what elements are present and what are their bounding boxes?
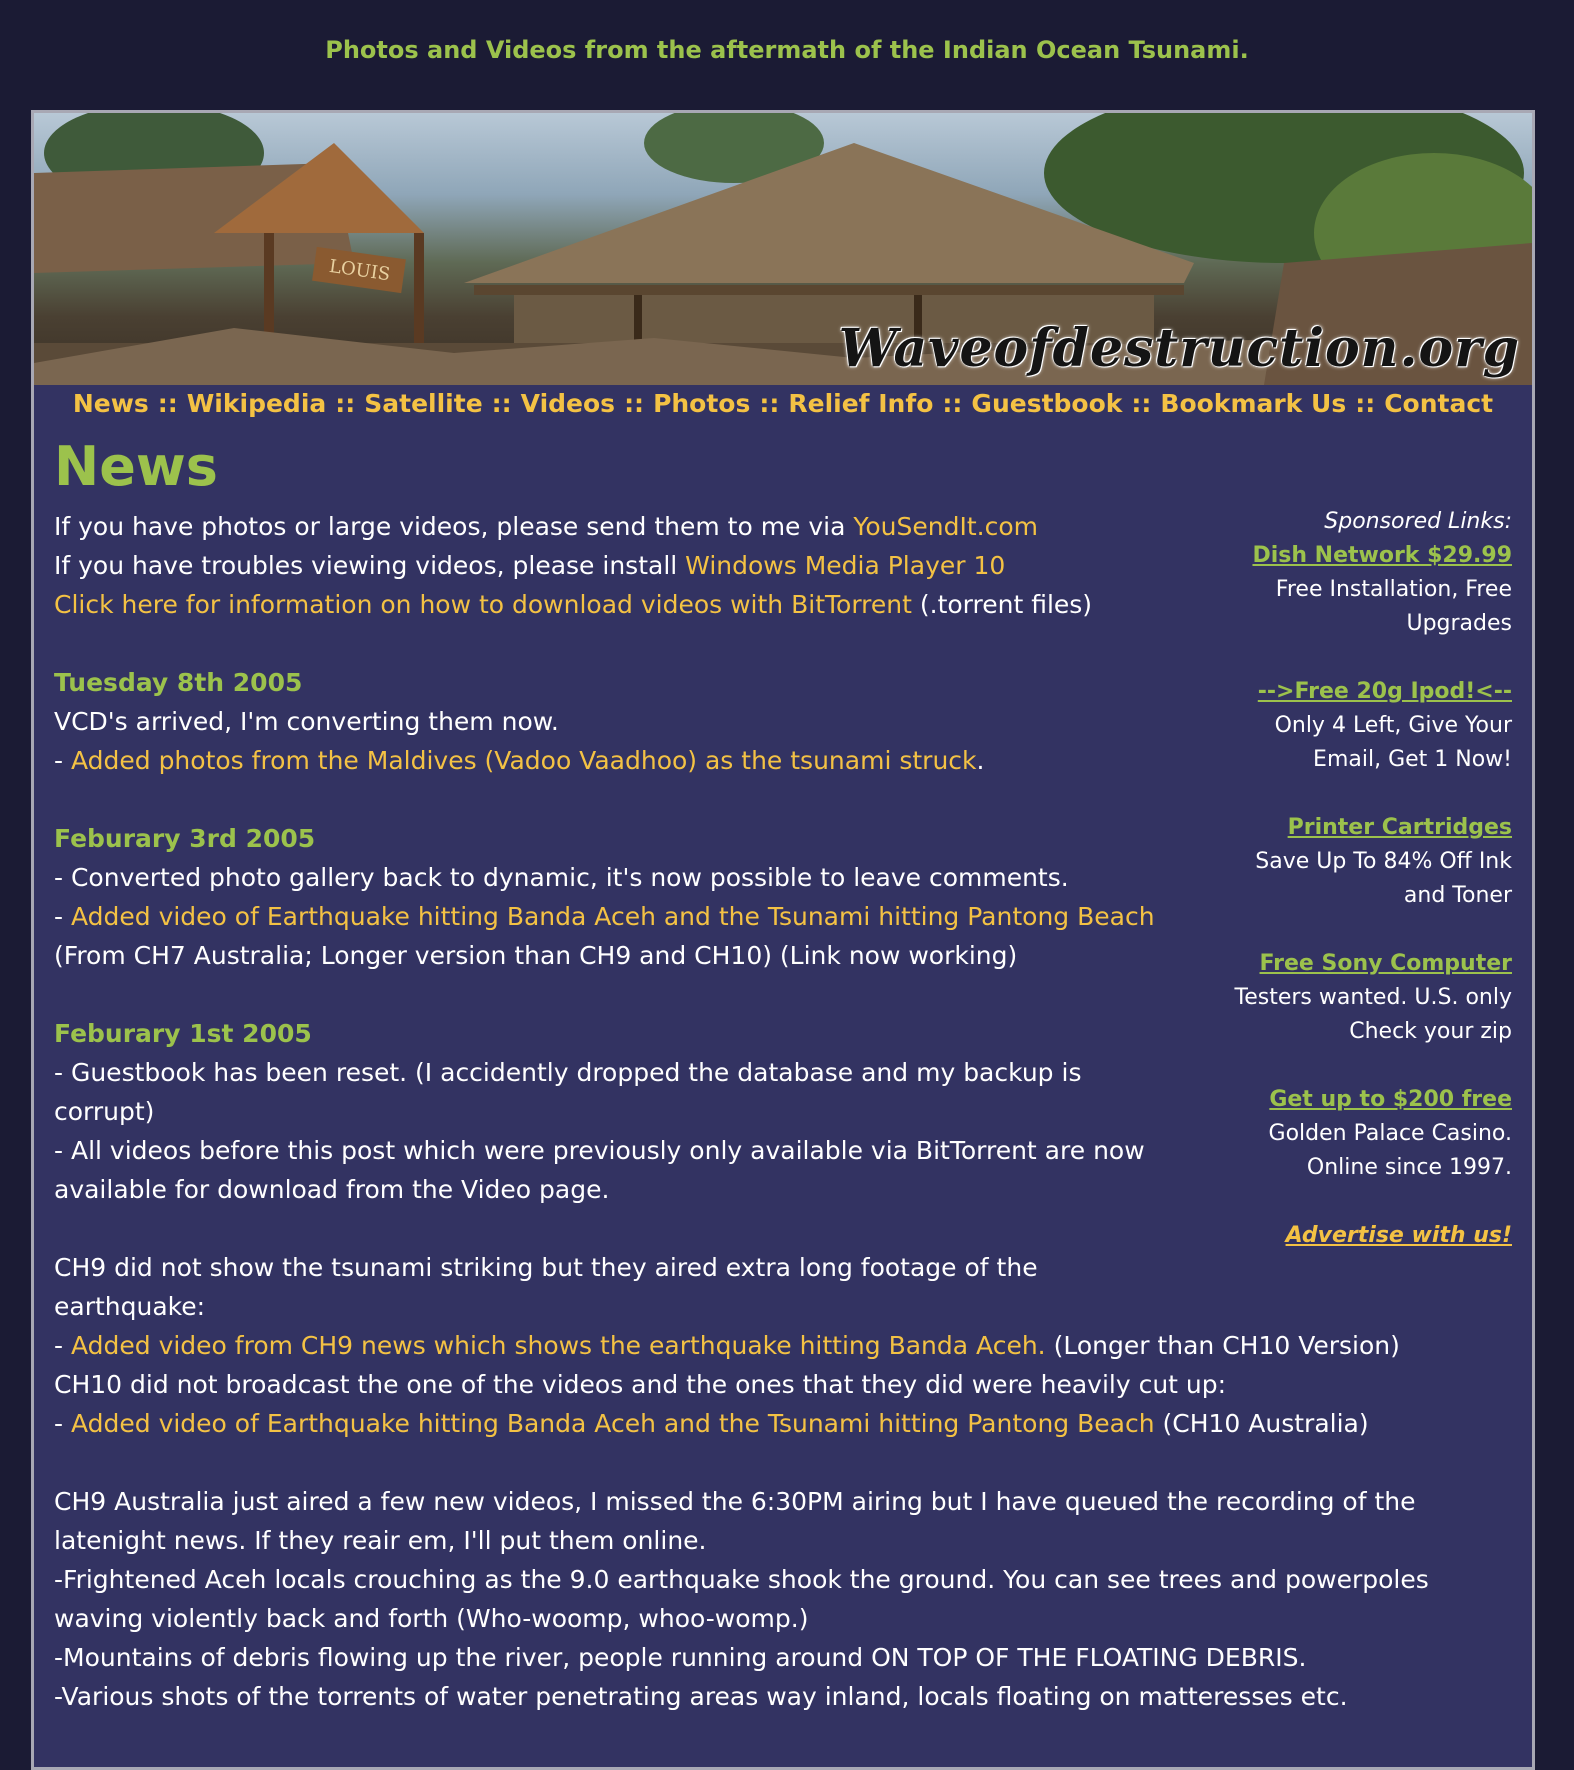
nav-videos[interactable]: Videos	[520, 389, 616, 418]
ad-description: Testers wanted. U.S. only	[1234, 985, 1512, 1010]
intro-text: If you have troubles viewing videos, please install	[54, 551, 686, 580]
sponsored-ad	[1182, 675, 1512, 777]
banner-sign-text: LOUIS	[327, 255, 392, 286]
ch7-video-link[interactable]: Added video of Earthquake hitting Banda Aceh and the Tsunami hitting Pantong Beach	[70, 902, 1155, 931]
sponsored-heading: Sponsored Links:	[1324, 509, 1512, 534]
post-date: Feburary 3rd 2005	[54, 824, 316, 853]
ch9-video-link[interactable]: Added video from CH9 news which shows the earthquake hitting Banda Aceh.	[70, 1331, 1046, 1360]
post-text: (From CH7 Australia; Longer version than CH9 and CH10) (Link now working)	[54, 941, 1018, 970]
nav-separator: ::	[157, 389, 178, 418]
nav-photos[interactable]: Photos	[653, 389, 751, 418]
site-tagline: Photos and Videos from the aftermath of the Indian Ocean Tsunami.	[325, 36, 1249, 64]
ad-title-link[interactable]: -->Free 20g Ipod!<--	[1257, 679, 1512, 704]
sponsored-links	[1182, 505, 1512, 1253]
ad-title-link[interactable]: Printer Cartridges	[1287, 815, 1512, 840]
post-text: - Guestbook has been reset. (I accidently dropped the database and my backup is	[54, 1058, 1082, 1087]
post-text: - Converted photo gallery back to dynamic, it's now possible to leave comments.	[54, 863, 1069, 892]
ad-title-link[interactable]: Dish Network $29.99	[1252, 543, 1512, 568]
post-text-suffix: (CH10 Australia)	[1154, 1409, 1369, 1438]
ad-description: Upgrades	[1406, 611, 1512, 636]
ad-title-link[interactable]: Get up to $200 free	[1269, 1087, 1512, 1112]
intro-text: If you have photos or large videos, please send them to me via	[54, 512, 854, 541]
ad-description: Free Installation, Free	[1275, 577, 1512, 602]
post-text: VCD's arrived, I'm converting them now.	[54, 707, 559, 736]
ad-title-link[interactable]: Free Sony Computer	[1259, 951, 1512, 976]
post-text: CH9 Australia just aired a few new videos, I missed the 6:30PM airing but I have queued the recording of the	[54, 1487, 1416, 1516]
post-text	[54, 1404, 1554, 1443]
nav-news[interactable]: News	[72, 389, 149, 418]
nav-separator: ::	[335, 389, 356, 418]
nav-separator: ::	[1131, 389, 1152, 418]
nav-separator: ::	[624, 389, 645, 418]
ad-description: Check your zip	[1349, 1019, 1512, 1044]
intro-text: (.torrent files)	[911, 590, 1093, 619]
nav-relief-info[interactable]: Relief Info	[788, 389, 934, 418]
post-text: earthquake:	[54, 1292, 206, 1321]
post-text-prefix: -	[54, 902, 71, 931]
nav-separator: ::	[942, 389, 963, 418]
post-text: - All videos before this post which were previously only available via BitTorrent are now	[54, 1136, 1145, 1165]
post-text-suffix: (Longer than CH10 Version)	[1045, 1331, 1400, 1360]
sponsored-ad	[1182, 811, 1512, 913]
nav-separator: ::	[1355, 389, 1376, 418]
nav-contact[interactable]: Contact	[1384, 389, 1494, 418]
post-text: corrupt)	[54, 1097, 155, 1126]
post-date: Feburary 1st 2005	[54, 1019, 312, 1048]
post-text: -Frightened Aceh locals crouching as the 9.0 earthquake shook the ground. You can see trees and powerpoles	[54, 1565, 1429, 1594]
yousendit-link[interactable]: YouSendIt.com	[853, 512, 1038, 541]
ch10-video-link[interactable]: Added video of Earthquake hitting Banda Aceh and the Tsunami hitting Pantong Beach	[70, 1409, 1155, 1438]
nav-separator: ::	[491, 389, 512, 418]
advertise-link[interactable]: Advertise with us!	[1285, 1223, 1512, 1248]
nav-bookmark-us[interactable]: Bookmark Us	[1160, 389, 1347, 418]
post-text-prefix: -	[54, 746, 71, 775]
media-player-link[interactable]: Windows Media Player 10	[685, 551, 1006, 580]
sponsored-ad	[1182, 947, 1512, 1049]
post-text: available for download from the Video page.	[54, 1175, 610, 1204]
post-text: -Various shots of the torrents of water penetrating areas way inland, locals floating on matteresses etc.	[54, 1682, 1348, 1711]
post-text	[54, 1326, 1554, 1365]
post-text-prefix: -	[54, 1331, 71, 1360]
ad-description: and Toner	[1403, 883, 1512, 908]
post-date: Tuesday 8th 2005	[54, 668, 303, 697]
ad-description: Save Up To 84% Off Ink	[1255, 849, 1512, 874]
post-text-prefix: -	[54, 1409, 71, 1438]
post-text: CH9 did not show the tsunami striking but they aired extra long footage of the	[54, 1253, 1038, 1282]
nav-guestbook[interactable]: Guestbook	[971, 389, 1123, 418]
main-nav	[34, 389, 1532, 418]
sponsored-ad	[1182, 539, 1512, 641]
nav-separator: ::	[759, 389, 780, 418]
ad-description: Email, Get 1 Now!	[1313, 747, 1512, 772]
nav-wikipedia[interactable]: Wikipedia	[186, 389, 327, 418]
nav-satellite[interactable]: Satellite	[364, 389, 483, 418]
site-logo: Waveofdestruction.org	[838, 318, 1520, 379]
ad-description: Golden Palace Casino.	[1268, 1121, 1512, 1146]
post-text: waving violently back and forth (Who-woomp, whoo-womp.)	[54, 1604, 809, 1633]
post-text-suffix: .	[976, 746, 985, 775]
ad-description: Online since 1997.	[1306, 1155, 1512, 1180]
ad-description: Only 4 Left, Give Your	[1274, 713, 1512, 738]
post-text: -Mountains of debris flowing up the river, people running around ON TOP OF THE FLOATING DEBRIS.	[54, 1643, 1307, 1672]
sponsored-ad	[1182, 1083, 1512, 1185]
content-frame	[31, 110, 1535, 1770]
maldives-photos-link[interactable]: Added photos from the Maldives (Vadoo Vaadhoo) as the tsunami struck	[70, 746, 977, 775]
post-text: latenight news. If they reair em, I'll put them online.	[54, 1526, 707, 1555]
post-text: CH10 did not broadcast the one of the videos and the ones that they did were heavily cut up:	[54, 1370, 1227, 1399]
page-title: News	[54, 435, 218, 498]
header-banner[interactable]	[34, 113, 1532, 385]
bittorrent-info-link[interactable]: Click here for information on how to download videos with BitTorrent	[54, 590, 912, 619]
